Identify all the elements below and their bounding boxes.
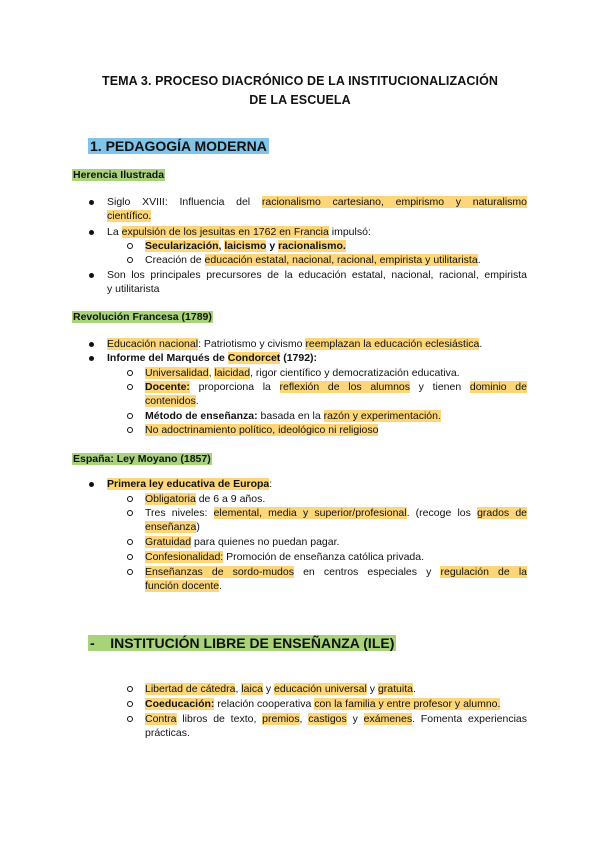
sub-list-item: Libertad de cátedra, laica y educación universal y gratuita. (145, 682, 527, 696)
sub-list-item: Método de enseñanza: basada en la razón y experimentación. (145, 409, 527, 423)
sub-list-item: Gratuidad para quienes no puedan pagar. (145, 535, 527, 549)
section-heading-pedagogia-moderna: 1. PEDAGOGÍA MODERNA (90, 138, 267, 154)
ring-bullet-icon (127, 243, 133, 249)
sub-list-item: Universalidad, laicidad, rigor científico y democratización educativa. (145, 366, 527, 380)
sub-list-item: No adoctrinamiento político, ideológico ni religioso (145, 423, 527, 437)
title-line-1: TEMA 3. PROCESO DIACRÓNICO DE LA INSTITUCIONALIZACIÓN (101, 74, 499, 88)
title-line-2: DE LA ESCUELA (249, 93, 351, 107)
ring-bullet-icon (127, 701, 133, 707)
list-item: Siglo XVIII: Influencia del racionalismo cartesiano, empirismo y naturalismo científico. (107, 195, 527, 223)
bullet-icon (89, 230, 94, 235)
ring-bullet-icon (127, 510, 133, 516)
ring-bullet-icon (127, 257, 133, 263)
ring-bullet-icon (127, 554, 133, 560)
sub-list-item: Creación de educación estatal, nacional, racional, empirista y utilitarista. (145, 253, 527, 267)
bullet-icon (89, 200, 94, 205)
sub-list-item: Confesionalidad: Promoción de enseñanza católica privada. (145, 550, 527, 564)
bullet-icon (89, 356, 94, 361)
ring-bullet-icon (127, 539, 133, 545)
list-item: Informe del Marqués de Condorcet (1792): (107, 351, 527, 365)
ring-bullet-icon (127, 384, 133, 390)
section-heading-ile: - INSTITUCIÓN LIBRE DE ENSEÑANZA (ILE) (90, 635, 395, 651)
ring-bullet-icon (127, 413, 133, 419)
bullet-icon (89, 273, 94, 278)
sub-list-item: Contra libros de texto, premios, castigos y exámenes. Fomenta experiencias prácticas. (145, 712, 527, 740)
sub-list-item: Secularización, laicismo y racionalismo. (145, 239, 527, 253)
subheading-revolucion-francesa: Revolución Francesa (1789) (73, 311, 212, 323)
sub-list-item: Obligatoria de 6 a 9 años. (145, 492, 527, 506)
ring-bullet-icon (127, 686, 133, 692)
list-item: La expulsión de los jesuitas en 1762 en Francia impulsó: (107, 225, 527, 239)
document-title (60, 72, 540, 110)
bullet-icon (89, 482, 94, 487)
sub-list-item: Coeducación: relación cooperativa con la familia y entre profesor y alumno. (145, 697, 527, 711)
bullet-icon (89, 342, 94, 347)
ring-bullet-icon (127, 496, 133, 502)
sub-list-item: Tres niveles: elemental, media y superior/profesional. (recoge los grados de enseñanza) (145, 506, 527, 534)
sub-list-item: Docente: proporciona la reflexión de los alumnos y tienen dominio de contenidos. (145, 380, 527, 408)
ring-bullet-icon (127, 716, 133, 722)
list-item: Educación nacional: Patriotismo y civismo reemplazan la educación eclesiástica. (107, 337, 527, 351)
subheading-herencia-ilustrada: Herencia Ilustrada (73, 169, 165, 181)
subheading-ley-moyano: España: Ley Moyano (1857) (73, 453, 211, 465)
list-item: Primera ley educativa de Europa: (107, 477, 527, 491)
list-item: Son los principales precursores de la educación estatal, nacional, racional, empirista y utilitarista (107, 268, 527, 296)
ring-bullet-icon (127, 370, 133, 376)
ring-bullet-icon (127, 569, 133, 575)
sub-list-item: Enseñanzas de sordo-mudos en centros especiales y regulación de la función docente. (145, 565, 527, 593)
ring-bullet-icon (127, 427, 133, 433)
